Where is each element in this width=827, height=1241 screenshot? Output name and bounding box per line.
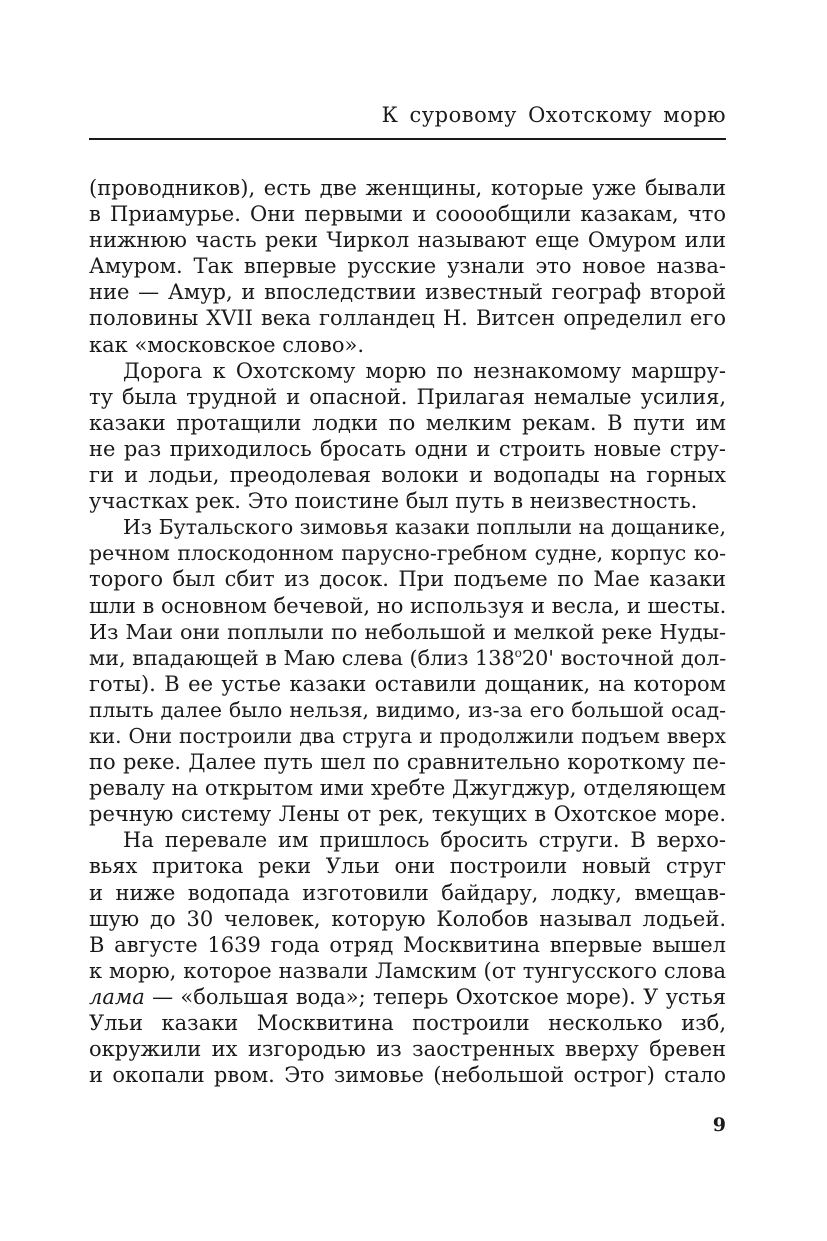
text-line: торого был сбит из досок. При подъеме по Мае казаки: [89, 567, 726, 592]
italic-term: лама: [89, 984, 145, 1009]
text-line: ние — Амур, и впоследствии известный географ второй: [89, 280, 726, 305]
text-line: участках рек. Это поистине был путь в неизвестность.: [89, 489, 698, 514]
coordinate-text-after: 20' восточной дол-: [521, 645, 727, 670]
text-line: речном плоскодонном парусно-гребном судне, корпус ко-: [89, 541, 726, 566]
text-line: Ульи казаки Москвитина построили несколько изб,: [89, 1011, 726, 1035]
text-line: шую до 30 человек, которую Колобов называл лодьей.: [89, 906, 726, 931]
text-line: ги и лодьи, преодолевая волоки и водопады на горных: [89, 463, 726, 488]
text-line: (проводников), есть две женщины, которые уже бывали: [89, 176, 726, 200]
text-line: к морю, которое назвали Ламским (от тунгусского слова: [89, 958, 726, 983]
text-line: казаки протащили лодки по мелким рекам. В пути им: [89, 410, 726, 435]
text-line: Амуром. Так впервые русские узнали это новое назва-: [89, 254, 726, 279]
text-line: вьях притока реки Ульи они построили новый струг: [89, 854, 726, 879]
text-line: ки. Они построили два струга и продолжили подъем вверх: [89, 723, 726, 748]
text-line: в Приамурье. Они первыми и сооообщили казакам, что: [89, 202, 726, 227]
text-line: готы). В ее устье казаки оставили дощаник, на котором: [89, 671, 726, 696]
text-line: по реке. Далее путь шел по сравнительно короткому пе-: [89, 750, 726, 775]
text-line: и окопали рвом. Это зимовье (небольшой острог) стало: [89, 1063, 726, 1088]
text-line-italic-term: [89, 984, 726, 1010]
paragraph-first-line: На перевале им пришлось бросить струги. В верхо-: [123, 828, 726, 853]
text-line: нижнюю часть реки Чиркол называют еще Омуром или: [89, 228, 726, 253]
text-line: Из Маи они поплыли по небольшой и мелкой реке Нуды-: [89, 619, 726, 644]
text-line: плыть далее было нельзя, видимо, из-за его большой осад-: [89, 697, 726, 722]
text-line: окружили их изгородью из заостренных вверху бревен: [89, 1037, 726, 1062]
text-line: как «московское слово».: [89, 332, 364, 357]
running-title: К суровому Охотскому морю: [381, 103, 726, 127]
degree-mark: o: [514, 645, 522, 660]
text-line: ту была трудной и опасной. Прилагая немалые усилия,: [89, 384, 726, 409]
page-number: 9: [712, 1114, 726, 1136]
text-line-coordinates: [89, 645, 726, 671]
text-line: В августе 1639 года отряд Москвитина впервые вышел: [89, 932, 726, 957]
body-text: [89, 175, 726, 1088]
paragraph-first-line: Из Бутальского зимовья казаки поплыли на дощанике,: [123, 515, 727, 540]
paragraph-first-line: Дорога к Охотскому морю по незнакомому маршру-: [123, 358, 726, 383]
text-line: шли в основном бечевой, но используя и весла, и шесты.: [89, 593, 727, 618]
text-line: ревалу на открытом ими хребте Джугджур, отделяющем: [89, 776, 726, 801]
text-line: половины XVII века голландец Н. Витсен определил его: [89, 306, 726, 331]
running-header: [89, 100, 726, 140]
text-line-rest: — «большая вода»; теперь Охотское море). У устья: [144, 984, 726, 1009]
text-line: речную систему Лены от рек, текущих в Охотское море.: [89, 802, 726, 827]
coordinate-text-before: ми, впадающей в Маю слева (близ 138: [89, 645, 515, 670]
text-line: не раз приходилось бросать одни и строить новые стру-: [89, 436, 726, 461]
text-line: и ниже водопада изготовили байдару, лодку, вмещав-: [89, 880, 726, 905]
